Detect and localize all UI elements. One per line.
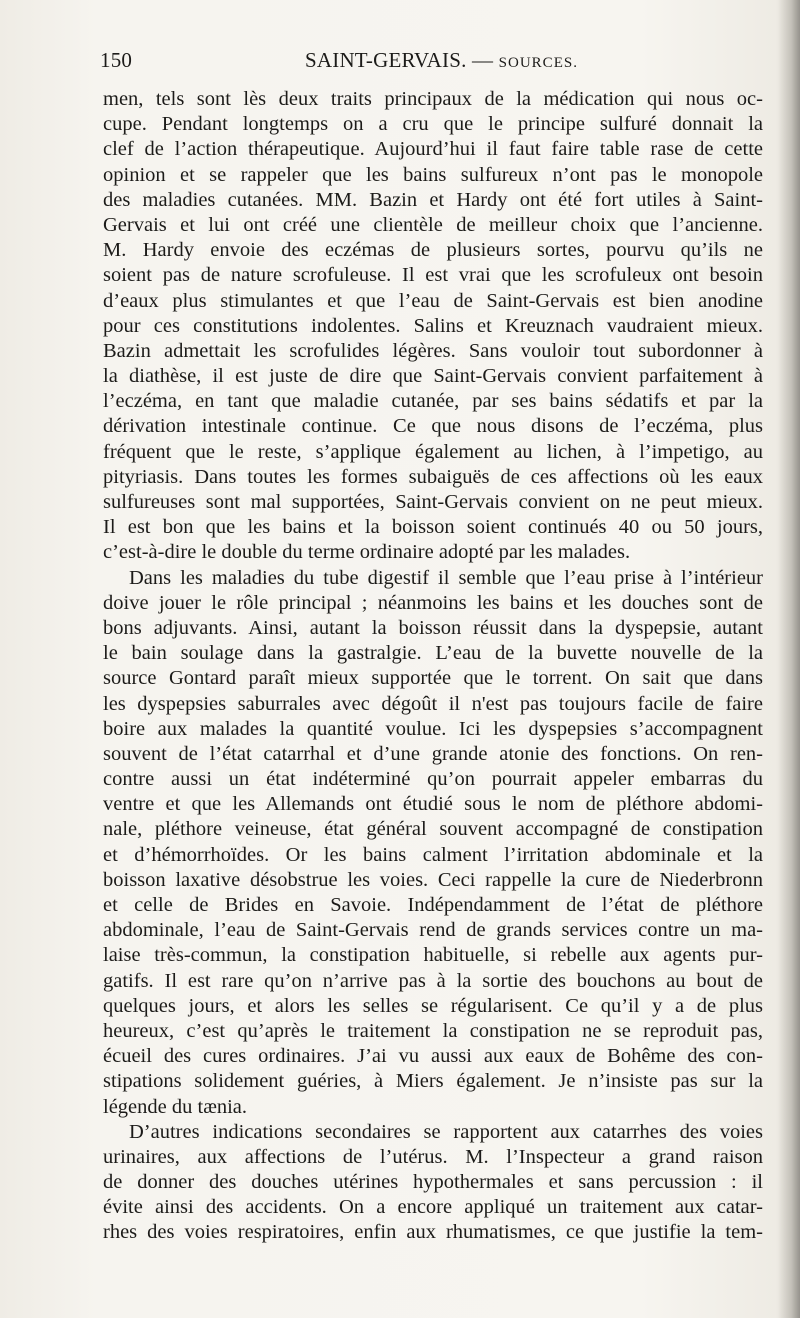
text-line: source Gontard paraît mieux supportée que le torrent. On sait que dans <box>103 667 763 690</box>
text-line: contre aussi un état indéterminé qu’on pourrait appeler embarras du <box>103 768 763 791</box>
running-section: SOURCES. <box>498 55 578 71</box>
text-line: le bain soulage dans la gastralgie. L’eau de la buvette nouvelle de la <box>103 642 763 665</box>
text-line: d’eaux plus stimulantes et que l’eau de Saint-Gervais est bien anodine <box>103 289 763 312</box>
text-line: évite ainsi des accidents. On a encore appliqué un traitement aux catar- <box>103 1196 763 1219</box>
text-line: écueil des cures ordinaires. J’ai vu aussi aux eaux de Bohême des con- <box>103 1045 763 1068</box>
text-line: Gervais et lui ont créé une clientèle de meilleur choix que l’ancienne. <box>103 213 763 236</box>
running-head <box>100 48 762 78</box>
running-title-text: SAINT-GERVAIS. — <box>305 48 499 72</box>
paragraph <box>103 87 763 566</box>
text-line: c’est-à-dire le double du terme ordinaire adopté par les malades. <box>103 541 631 564</box>
text-line: laise très-commun, la constipation habituelle, si rebelle aux agents pur- <box>103 944 763 967</box>
text-line: quelques jours, et alors les selles se régularisent. Ce qu’il y a de plus <box>103 994 763 1017</box>
text-line: boisson laxative désobstrue les voies. Ceci rappelle la cure de Niederbronn <box>103 868 763 891</box>
text-line: urinaires, aux affections de l’utérus. M. l’Inspecteur a grand raison <box>103 1145 763 1168</box>
text-line: souvent de l’état catarrhal et d’une grande atonie des fonctions. On ren- <box>103 742 763 765</box>
text-line: de donner des douches utérines hypothermales et sans percussion : il <box>103 1171 763 1194</box>
text-line: heureux, c’est qu’après le traitement la constipation ne se reproduit pas, <box>103 1019 763 1042</box>
text-line: opinion et se rappeler que les bains sulfureux n’ont pas le monopole <box>103 163 763 186</box>
text-line: sulfureuses sont mal supportées, Saint-Gervais convient on ne peut mieux. <box>103 491 763 513</box>
text-line: D’autres indications secondaires se rapportent aux catarrhes des voies <box>129 1120 763 1143</box>
page-edge-shadow <box>778 0 800 1318</box>
text-line: dérivation intestinale continue. Ce que nous disons de l’eczéma, plus <box>103 415 763 438</box>
text-line: bons adjuvants. Ainsi, autant la boisson réussit dans la dyspepsie, autant <box>103 616 763 639</box>
text-line: Bazin admettait les scrofulides légères. Sans vouloir tout subordonner à <box>103 339 763 362</box>
paragraph <box>103 566 763 1120</box>
text-line: fréquent que le reste, s’applique également au lichen, à l’impetigo, au <box>103 440 763 463</box>
text-line: pityriasis. Dans toutes les formes subaiguës de ces affections où les eaux <box>103 465 763 488</box>
text-line: stipations solidement guéries, à Miers également. Je n’insiste pas sur la <box>103 1070 763 1093</box>
text-line: doive jouer le rôle principal ; néanmoins les bains et les douches sont de <box>103 591 763 614</box>
text-line: abdominale, l’eau de Saint-Gervais rend de grands services contre un ma- <box>103 919 763 942</box>
page-number: 150 <box>100 48 133 72</box>
text-line: des maladies cutanées. MM. Bazin et Hardy ont été fort utiles à Saint- <box>103 188 763 211</box>
text-line: et d’hémorrhoïdes. Or les bains calment l’irritation abdominale et la <box>103 843 763 866</box>
text-line: l’eczéma, en tant que maladie cutanée, par ses bains sédatifs et par la <box>103 390 763 413</box>
running-title <box>305 48 578 73</box>
text-line: soient pas de nature scrofuleuse. Il est vrai que les scrofuleux ont besoin <box>103 264 763 287</box>
text-line: rhes des voies respiratoires, enfin aux rhumatismes, ce que justifie la tem- <box>103 1221 763 1244</box>
text-line: cupe. Pendant longtemps on a cru que le principe sulfuré donnait la <box>103 113 763 136</box>
text-line: nale, pléthore veineuse, état général souvent accompagné de constipation <box>103 818 763 841</box>
text-line: la diathèse, il est juste de dire que Saint-Gervais convient parfaitement à <box>103 365 763 388</box>
paragraph <box>103 1120 763 1246</box>
text-line: boire aux malades la quantité voulue. Ici les dyspepsies s’accompagnent <box>103 717 763 740</box>
text-line: M. Hardy envoie des eczémas de plusieurs sortes, pourvu qu’ils ne <box>103 239 763 262</box>
text-line: ventre et que les Allemands ont étudié sous le nom de pléthore abdomi- <box>103 793 763 816</box>
text-line: pour ces constitutions indolentes. Salins et Kreuznach vaudraient mieux. <box>103 314 763 337</box>
text-line: gatifs. Il est rare qu’on n’arrive pas à la sortie des bouchons au bout de <box>103 969 763 992</box>
text-line: légende du tænia. <box>103 1095 248 1118</box>
text-line: men, tels sont lès deux traits principaux de la médication qui nous oc- <box>103 88 763 110</box>
text-line: clef de l’action thérapeutique. Aujourd’hui il faut faire table rase de cette <box>103 138 763 161</box>
text-line: Il est bon que les bains et la boisson soient continués 40 ou 50 jours, <box>103 516 763 539</box>
text-line: et celle de Brides en Savoie. Indépendamment de l’état de pléthore <box>103 894 763 916</box>
text-line: les dyspepsies saburrales avec dégoût il n'est pas toujours facile de faire <box>103 692 763 715</box>
page-body <box>103 87 763 1246</box>
text-line: Dans les maladies du tube digestif il semble que l’eau prise à l’intérieur <box>129 566 763 589</box>
